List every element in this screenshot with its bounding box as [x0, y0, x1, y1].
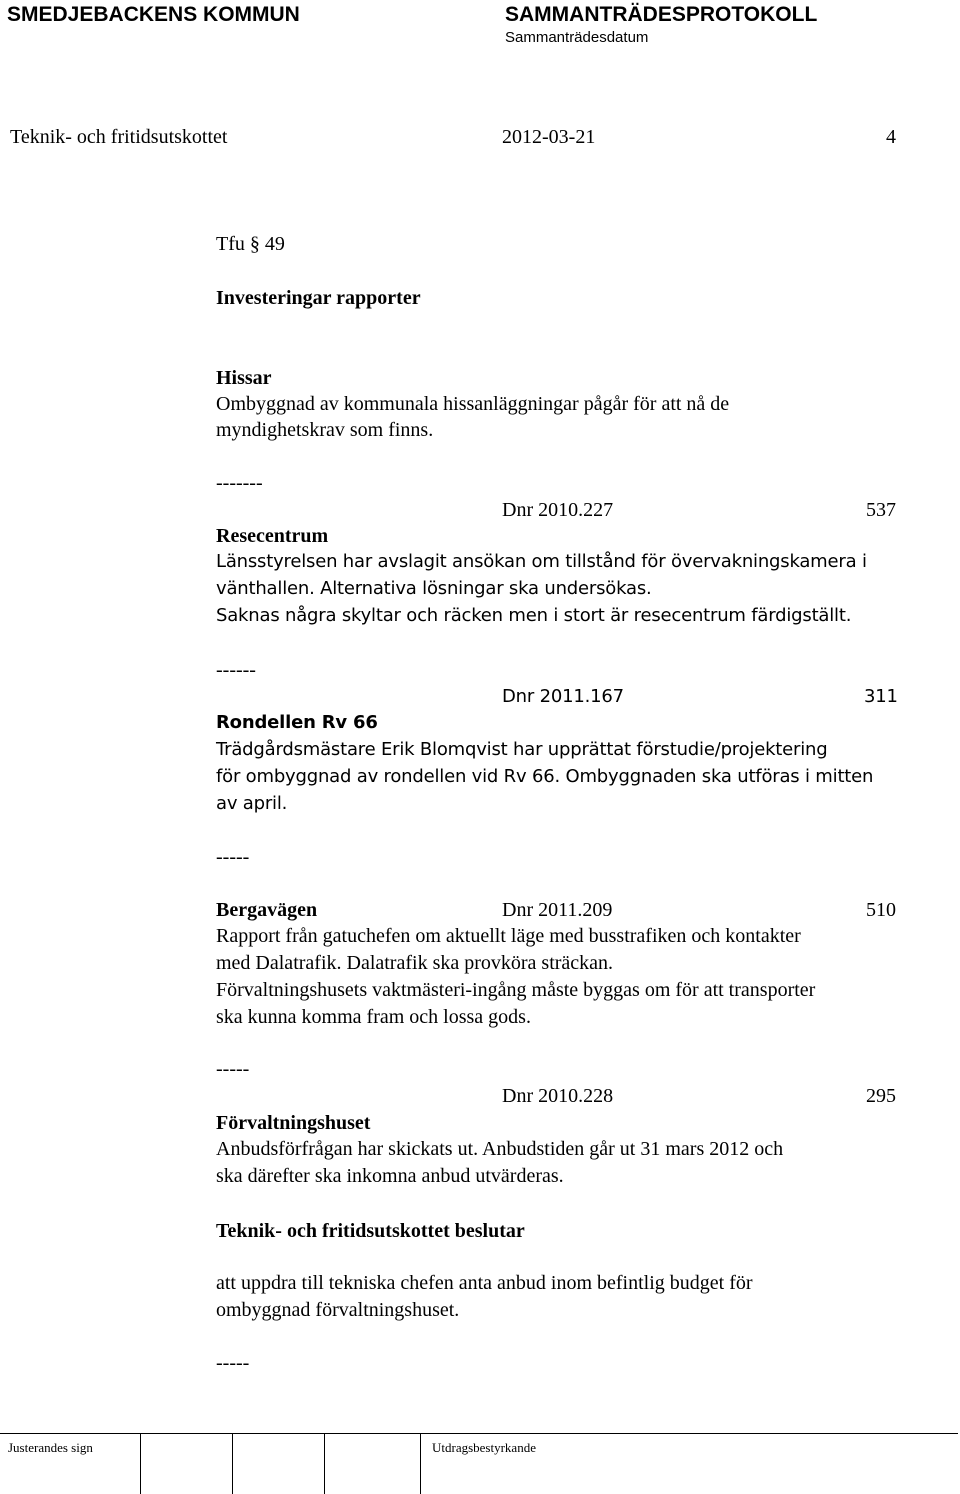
page-number: 4: [886, 126, 896, 148]
case-number: Dnr 2010.228: [502, 1085, 614, 1107]
footer-divider: [140, 1433, 141, 1494]
section-text-line: ska kunna komma fram och lossa gods.: [216, 1006, 531, 1028]
footer-divider: [420, 1433, 421, 1494]
account-code: 510: [866, 899, 896, 921]
committee-name: Teknik- och fritidsutskottet: [10, 126, 228, 148]
page-title: Investeringar rapporter: [216, 287, 421, 309]
section-heading-rondellen: Rondellen Rv 66: [216, 712, 378, 733]
account-code: 537: [866, 499, 896, 521]
section-text-line: med Dalatrafik. Dalatrafik ska provköra sträckan.: [216, 952, 614, 974]
signature-label: Justerandes sign: [8, 1440, 93, 1455]
section-heading-resecentrum: Resecentrum: [216, 525, 329, 547]
decision-heading: Teknik- och fritidsutskottet beslutar: [216, 1220, 525, 1242]
case-number: Dnr 2011.167: [502, 686, 624, 707]
case-number: Dnr 2010.227: [502, 499, 614, 521]
section-heading-bergavagen: Bergavägen: [216, 899, 318, 921]
section-separator: ------: [216, 659, 256, 681]
document-type: SAMMANTRÄDESPROTOKOLL: [505, 3, 818, 26]
section-text-line: ska därefter ska inkomna anbud utvärderas.: [216, 1165, 564, 1187]
section-separator: -------: [216, 472, 263, 494]
section-text-line: Rapport från gatuchefen om aktuellt läge med busstrafiken och kontakter: [216, 925, 801, 947]
footer-top-rule: [0, 1433, 958, 1434]
section-text-line: vänthallen. Alternativa lösningar ska undersökas.: [216, 578, 652, 599]
extract-certification-label: Utdragsbestyrkande: [432, 1440, 536, 1455]
section-text-line: Anbudsförfrågan har skickats ut. Anbudstiden går ut 31 mars 2012 och: [216, 1138, 784, 1160]
account-code: 295: [866, 1085, 896, 1107]
meeting-date-label: Sammanträdesdatum: [505, 29, 649, 46]
decision-text-line: att uppdra till tekniska chefen anta anbud inom befintlig budget för: [216, 1272, 753, 1294]
section-heading-hissar: Hissar: [216, 367, 272, 389]
footer-divider: [324, 1433, 325, 1494]
decision-text-line: ombyggnad förvaltningshuset.: [216, 1299, 460, 1321]
footer-divider: [232, 1433, 233, 1494]
section-heading-forvaltningshuset: Förvaltningshuset: [216, 1112, 371, 1134]
section-separator: -----: [216, 1058, 250, 1080]
section-text-line: av april.: [216, 793, 288, 814]
meeting-date: 2012-03-21: [502, 126, 596, 148]
section-text-line: Saknas några skyltar och räcken men i stort är resecentrum färdigställt.: [216, 605, 852, 626]
account-code: 311: [864, 686, 898, 707]
section-text-line: för ombyggnad av rondellen vid Rv 66. Ombyggnaden ska utföras i mitten: [216, 766, 874, 787]
section-separator: -----: [216, 846, 250, 868]
decision-separator: -----: [216, 1352, 250, 1374]
section-text-line: Trädgårdsmästare Erik Blomqvist har upprättat förstudie/projektering: [216, 739, 828, 760]
organization-name: SMEDJEBACKENS KOMMUN: [7, 3, 300, 26]
paragraph-number: Tfu § 49: [216, 233, 285, 255]
section-text-line: Ombyggnad av kommunala hissanläggningar pågår för att nå de: [216, 393, 730, 415]
section-text-line: Länsstyrelsen har avslagit ansökan om tillstånd för övervakningskamera i: [216, 551, 867, 572]
case-number: Dnr 2011.209: [502, 899, 613, 921]
section-text-line: myndighetskrav som finns.: [216, 419, 434, 441]
section-text-line: Förvaltningshusets vaktmästeri-ingång måste byggas om för att transporter: [216, 979, 816, 1001]
